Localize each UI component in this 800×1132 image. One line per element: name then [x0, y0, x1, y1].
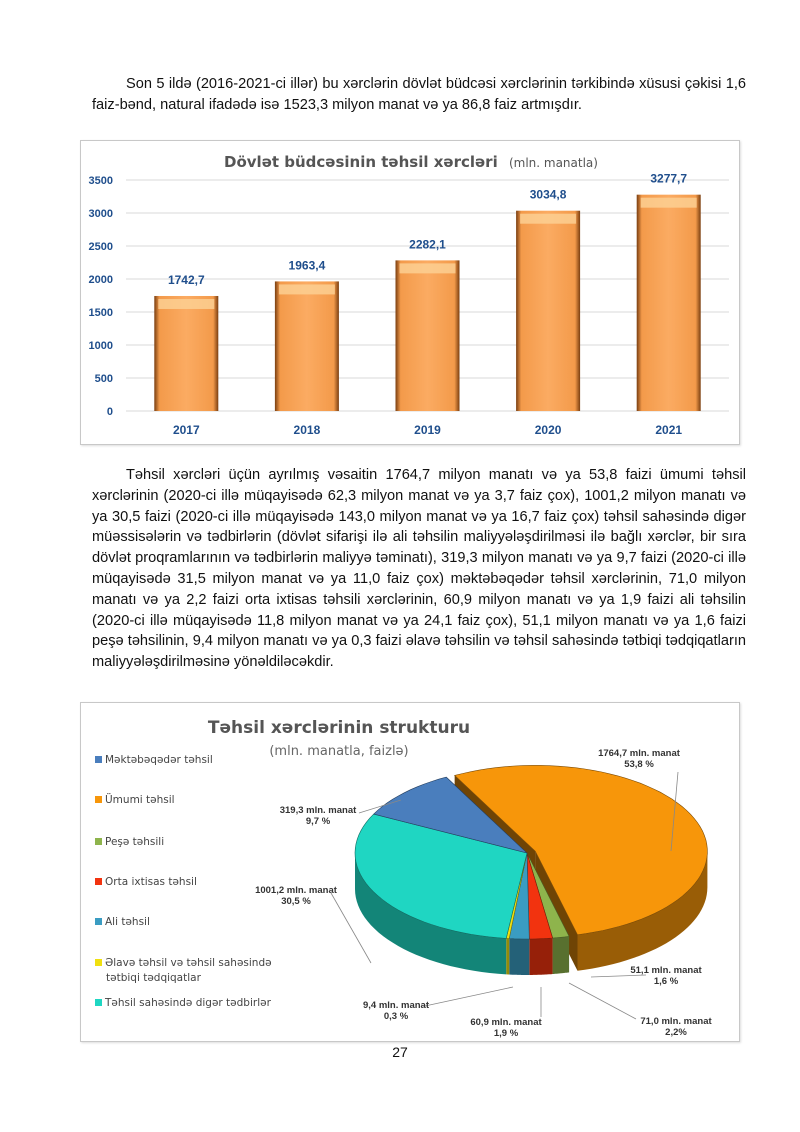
- pie-label-percent: 9,7 %: [305, 816, 331, 827]
- legend-label-line2: tətbiqi tədqiqatlar: [106, 972, 201, 984]
- pie-side-3: [509, 939, 529, 976]
- bar-2017: [154, 296, 218, 411]
- bar-highlight: [158, 299, 214, 309]
- bar-data-label: 3277,7: [650, 171, 688, 186]
- body-paragraph: Təhsil xərcləri üçün ayrılmış vəsaitin 1764,7 milyon manatı və ya 53,8 faizi ümumi təhsil xərclərinin (2020-ci illə müqayisədə 62,3 milyon manat və ya 3,7 faiz çox), 1001,2 milyon manatı və ya 30,5 faizi (2020-ci illə müqayisədə 143,0 milyon manat və ya 16,7 faiz çox) təhsil sahəsində digər müəssisələrin və tədbirlərin (dövlət sifarişi ilə ali təhsilin maliyyələşdirilməsi ilə bağlı xərclər, bir sıra dövlət proqramlarının və tədbirlərin maliyyə təminatı), 319,3 milyon manatı və ya 9,7 faizi (2020-ci illə müqayisədə 31,5 milyon manat və ya 11,0 faiz çox) məktəbəqədər təhsil xərclərinin, 71,0 milyon manatı və ya 2,2 faizi orta ixtisas təhsili xərclərinin, 60,9 milyon manatı və ya 1,9 faizi ali təhsilin (2020-ci illə müqayisədə 11,8 milyon manat və ya 24,1 faiz çox), 51,1 milyon manatı və ya 1,6 faizi peşə təhsilinin, 9,4 milyon manatı və ya 0,3 faizi əlavə təhsilin və təhsil sahəsində tətbiqi tədqiqatların maliyyələşdirilməsinə yönəldiləcəkdir.: [92, 467, 746, 671]
- pie-label-percent: 30,5 %: [281, 896, 311, 907]
- bar-data-label: 2282,1: [409, 237, 446, 252]
- y-tick-label: 1000: [88, 340, 113, 352]
- pie-data-label: [621, 965, 711, 987]
- x-tick-label: 2017: [172, 423, 200, 437]
- pie-data-label: [251, 885, 341, 907]
- legend-label: Ümumi təhsil: [105, 794, 175, 806]
- legend-item: [95, 793, 175, 808]
- bar-highlight: [520, 214, 576, 224]
- legend-label: Əlavə təhsil və təhsil sahəsində: [105, 957, 272, 969]
- pie-label-percent: 2,2%: [665, 1027, 687, 1038]
- x-tick-label: 2021: [655, 423, 683, 437]
- legend-swatch: [95, 756, 102, 763]
- y-tick-label: 1500: [88, 307, 113, 319]
- bar-highlight: [641, 198, 697, 208]
- pie-label-percent: 1,9 %: [493, 1028, 519, 1039]
- legend-swatch: [95, 796, 102, 803]
- legend-swatch: [95, 999, 102, 1006]
- pie-side-4: [506, 938, 509, 974]
- bar-chart-svg: [81, 141, 739, 444]
- bar-chart: [80, 140, 740, 445]
- legend-swatch: [95, 918, 102, 925]
- x-tick-label: 2020: [534, 423, 562, 437]
- svg-text:Dövlət büdcəsinin təhsil xərcl: [224, 153, 598, 171]
- pie-label-amount: 60,9 mln. manat: [470, 1017, 542, 1028]
- pie-side-1: [553, 936, 570, 974]
- pie-chart: [80, 702, 740, 1042]
- bar-chart-title: Dövlət büdcəsinin təhsil xərcləri: [224, 153, 498, 171]
- legend-item: [95, 956, 272, 986]
- x-tick-label: 2019: [414, 423, 441, 437]
- bar-data-label: 1963,4: [288, 258, 326, 273]
- legend-label: Orta ixtisas təhsil: [105, 876, 197, 888]
- legend-item: [95, 835, 164, 850]
- y-tick-label: 3500: [88, 175, 113, 187]
- page-number: 27: [392, 1044, 408, 1060]
- bar-2019: [396, 260, 460, 411]
- x-tick-label: 2018: [293, 423, 321, 437]
- pie-data-label: [594, 748, 684, 770]
- legend-label: Məktəbəqədər təhsil: [105, 754, 213, 766]
- pie-label-percent: 1,6 %: [653, 976, 679, 987]
- y-tick-label: 3000: [88, 208, 113, 220]
- pie-data-label: [351, 1000, 441, 1022]
- bar-data-label: 3034,8: [529, 187, 567, 202]
- pie-data-label: [273, 805, 363, 827]
- pie-chart-title: Təhsil xərclərinin strukturu: [207, 718, 471, 738]
- legend-swatch: [95, 838, 102, 845]
- legend-swatch: [95, 878, 102, 885]
- legend-item: [95, 753, 213, 768]
- pie-label-amount: 9,4 mln. manat: [363, 1000, 429, 1011]
- y-tick-label: 2000: [88, 274, 113, 286]
- bar-highlight: [400, 263, 456, 273]
- pie-data-label: [461, 1017, 551, 1039]
- legend-item: [95, 915, 150, 930]
- pie-data-label: [631, 1016, 721, 1038]
- leader-line: [569, 983, 636, 1019]
- legend-label: Peşə təhsili: [105, 836, 165, 848]
- bar-2021: [637, 195, 701, 411]
- legend-label: Təhsil sahəsində digər tədbirlər: [105, 997, 271, 1009]
- legend-item: [95, 996, 271, 1011]
- bar-2018: [275, 281, 339, 411]
- pie-label-percent: 0,3 %: [383, 1011, 409, 1022]
- pie-label-amount: 1001,2 mln. manat: [255, 885, 337, 896]
- pie-chart-subtitle: (mln. manatla, faizlə): [269, 744, 409, 759]
- legend-label: Ali təhsil: [105, 916, 150, 928]
- y-tick-label: 2500: [88, 241, 113, 253]
- pie-label-amount: 1764,7 mln. manat: [598, 748, 680, 759]
- pie-side-2: [529, 938, 552, 975]
- y-tick-label: 500: [94, 373, 113, 385]
- pie-label-percent: 53,8 %: [624, 759, 654, 770]
- pie-label-amount: 319,3 mln. manat: [279, 805, 357, 816]
- legend-item: [95, 875, 197, 890]
- bar-chart-subtitle: (mln. manatla): [508, 156, 598, 170]
- intro-paragraph: Son 5 ildə (2016-2021-ci illər) bu xərclərin dövlət büdcəsi xərclərinin tərkibində xüsusi çəkisi 1,6 faiz-bənd, natural ifadədə isə 1523,3 milyon manat və ya 86,8 faiz artmışdır.: [92, 76, 746, 113]
- pie-label-amount: 51,1 mln. manat: [630, 965, 702, 976]
- bar-2020: [516, 211, 580, 411]
- legend-swatch: [95, 959, 102, 966]
- bar-data-label: 1742,7: [167, 272, 205, 287]
- y-tick-label: 0: [106, 406, 113, 418]
- pie-label-amount: 71,0 mln. manat: [640, 1016, 712, 1027]
- bar-highlight: [279, 284, 335, 294]
